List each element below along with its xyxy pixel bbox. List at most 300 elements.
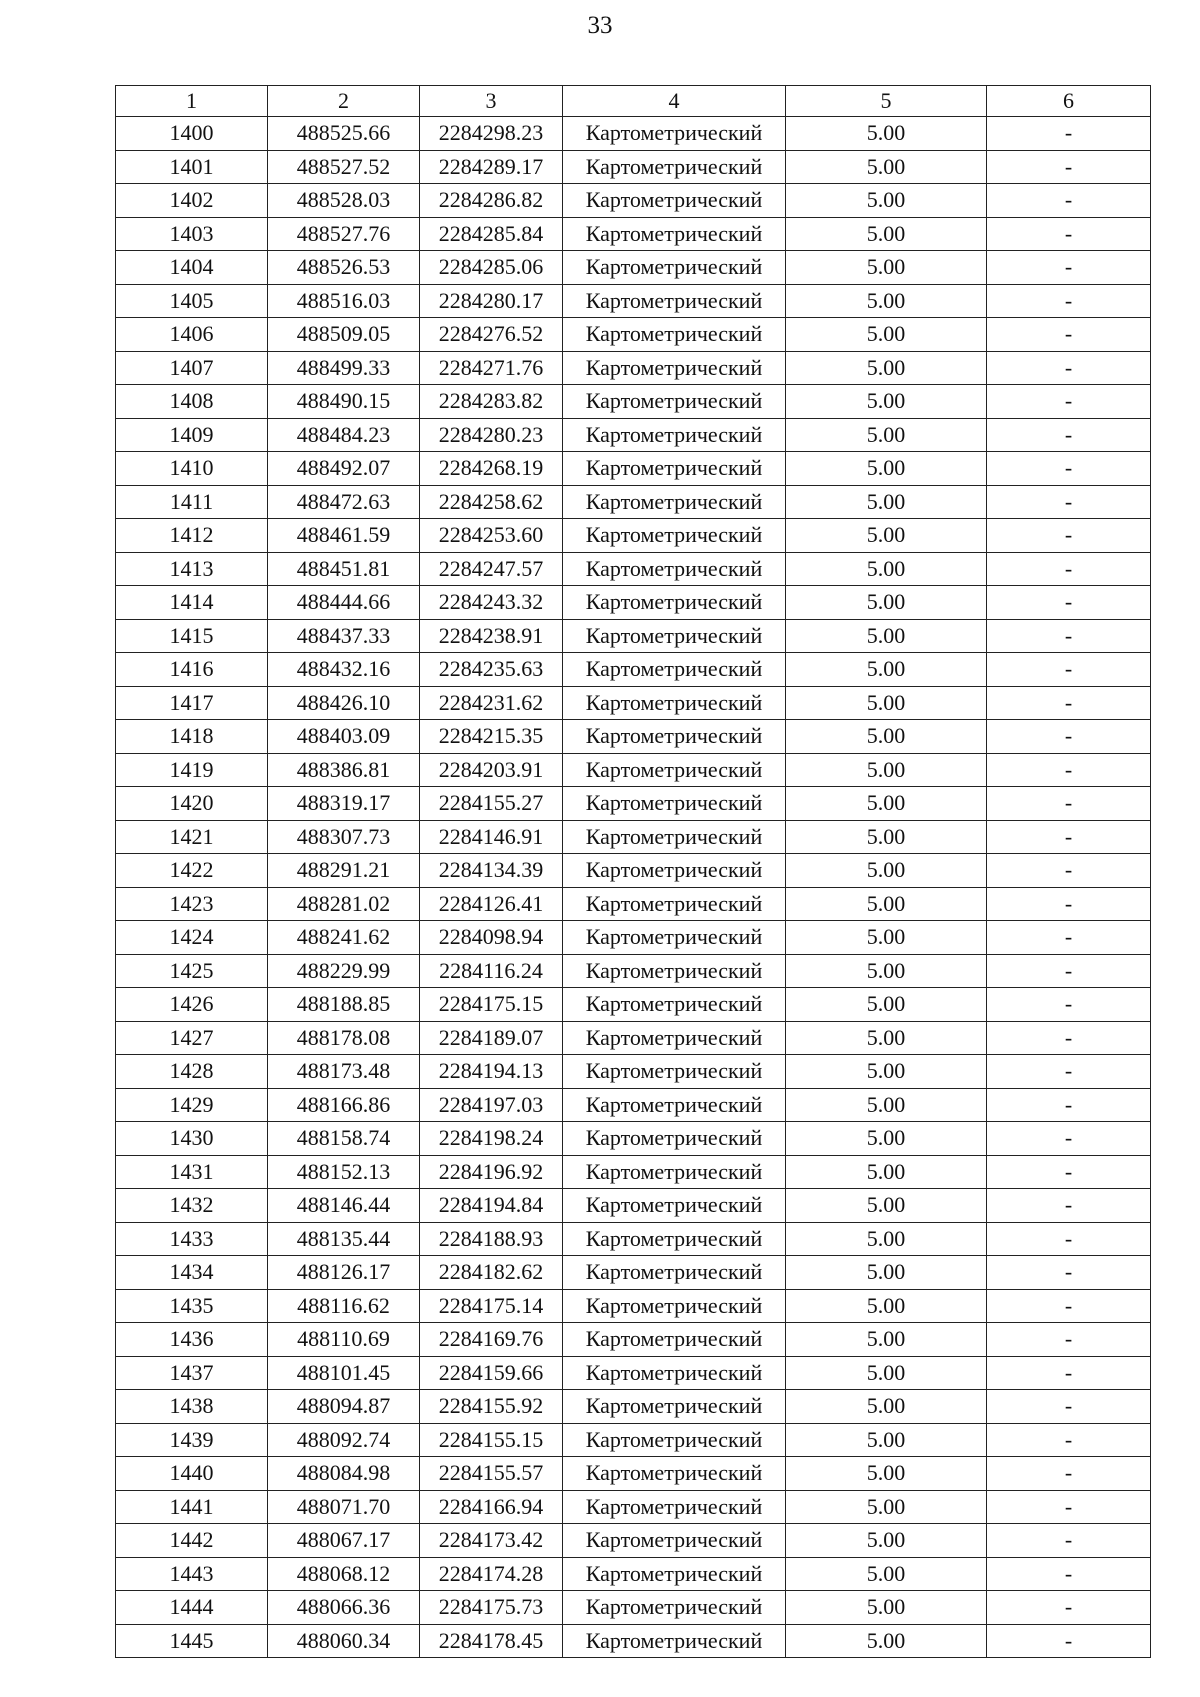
table-cell: 5.00 [786, 653, 987, 687]
table-cell: 1443 [116, 1557, 268, 1591]
table-cell: 1422 [116, 854, 268, 888]
table-cell: 5.00 [786, 150, 987, 184]
table-cell: 2284116.24 [420, 954, 563, 988]
table-cell: Картометрический [563, 988, 786, 1022]
table-cell: Картометрический [563, 619, 786, 653]
table-cell: 5.00 [786, 1356, 987, 1390]
table-cell: 2284175.14 [420, 1289, 563, 1323]
table-cell: 488173.48 [268, 1055, 420, 1089]
table-cell: 5.00 [786, 1222, 987, 1256]
table-cell: 488152.13 [268, 1155, 420, 1189]
table-cell: Картометрический [563, 284, 786, 318]
table-cell: - [987, 1323, 1151, 1357]
table-cell: 2284098.94 [420, 921, 563, 955]
table-cell: 2284182.62 [420, 1256, 563, 1290]
table-cell: 5.00 [786, 820, 987, 854]
table-cell: 1417 [116, 686, 268, 720]
table-cell: 1406 [116, 318, 268, 352]
table-cell: 5.00 [786, 586, 987, 620]
table-cell: 1445 [116, 1624, 268, 1658]
table-cell: 5.00 [786, 1256, 987, 1290]
table-cell: 488432.16 [268, 653, 420, 687]
header-row [116, 86, 1151, 117]
table-cell: Картометрический [563, 921, 786, 955]
table-cell: 1423 [116, 887, 268, 921]
table-cell: 488484.23 [268, 418, 420, 452]
table-cell: Картометрический [563, 217, 786, 251]
table-row [116, 251, 1151, 285]
table-body [116, 117, 1151, 1658]
table-row [116, 1122, 1151, 1156]
table-cell: Картометрический [563, 1155, 786, 1189]
table-cell: - [987, 1457, 1151, 1491]
table-cell: 5.00 [786, 787, 987, 821]
table-cell: 2284285.06 [420, 251, 563, 285]
table-cell: 488166.86 [268, 1088, 420, 1122]
table-cell: 488229.99 [268, 954, 420, 988]
table-cell: Картометрический [563, 1021, 786, 1055]
table-cell: Картометрический [563, 1189, 786, 1223]
table-cell: - [987, 753, 1151, 787]
table-cell: 5.00 [786, 1189, 987, 1223]
table-cell: 488281.02 [268, 887, 420, 921]
table-cell: 2284285.84 [420, 217, 563, 251]
table-cell: - [987, 820, 1151, 854]
table-cell: 1426 [116, 988, 268, 1022]
table-row [116, 1289, 1151, 1323]
table-cell: 488319.17 [268, 787, 420, 821]
table-cell: - [987, 1155, 1151, 1189]
table-cell: 5.00 [786, 1390, 987, 1424]
table-cell: Картометрический [563, 1524, 786, 1558]
table-cell: 5.00 [786, 1624, 987, 1658]
table-cell: - [987, 1256, 1151, 1290]
table-cell: 5.00 [786, 921, 987, 955]
table-cell: - [987, 854, 1151, 888]
table-cell: 1414 [116, 586, 268, 620]
table-cell: - [987, 385, 1151, 419]
table-cell: 2284231.62 [420, 686, 563, 720]
table-cell: 1427 [116, 1021, 268, 1055]
table-cell: 488472.63 [268, 485, 420, 519]
table-cell: Картометрический [563, 1557, 786, 1591]
table-cell: - [987, 117, 1151, 151]
table-cell: 488291.21 [268, 854, 420, 888]
table-cell: 2284253.60 [420, 519, 563, 553]
table-cell: - [987, 351, 1151, 385]
table-cell: - [987, 1055, 1151, 1089]
page-number: 33 [587, 12, 613, 39]
table-cell: 2284197.03 [420, 1088, 563, 1122]
table-cell: 488451.81 [268, 552, 420, 586]
table-cell: 488146.44 [268, 1189, 420, 1223]
table-cell: - [987, 1591, 1151, 1625]
table-cell: - [987, 485, 1151, 519]
table-row [116, 686, 1151, 720]
table-cell: - [987, 1423, 1151, 1457]
table-cell: 1434 [116, 1256, 268, 1290]
table-row [116, 820, 1151, 854]
table-cell: 2284169.76 [420, 1323, 563, 1357]
table-cell: 2284258.62 [420, 485, 563, 519]
table-cell: 2284280.17 [420, 284, 563, 318]
table-cell: 488426.10 [268, 686, 420, 720]
table-row [116, 1189, 1151, 1223]
table-cell: - [987, 1088, 1151, 1122]
table-cell: 2284283.82 [420, 385, 563, 419]
table-row [116, 586, 1151, 620]
table-row [116, 150, 1151, 184]
table-row [116, 720, 1151, 754]
table-cell: Картометрический [563, 318, 786, 352]
table-cell: 488066.36 [268, 1591, 420, 1625]
table-cell: - [987, 1189, 1151, 1223]
table-cell: Картометрический [563, 753, 786, 787]
table-row [116, 1591, 1151, 1625]
table-row [116, 988, 1151, 1022]
table-cell: 5.00 [786, 988, 987, 1022]
table-cell: 488528.03 [268, 184, 420, 218]
table-row [116, 117, 1151, 151]
table-cell: Картометрический [563, 1390, 786, 1424]
table-cell: 5.00 [786, 1524, 987, 1558]
table-cell: Картометрический [563, 385, 786, 419]
table-row [116, 1323, 1151, 1357]
table-cell: 5.00 [786, 485, 987, 519]
table-row [116, 1490, 1151, 1524]
table-cell: Картометрический [563, 1088, 786, 1122]
table-cell: - [987, 988, 1151, 1022]
table-cell: 1436 [116, 1323, 268, 1357]
table-cell: 2284276.52 [420, 318, 563, 352]
column-header: 4 [563, 86, 786, 117]
table-cell: 5.00 [786, 1423, 987, 1457]
table-cell: 1418 [116, 720, 268, 754]
table-cell: - [987, 787, 1151, 821]
table-row [116, 1624, 1151, 1658]
table-row [116, 1423, 1151, 1457]
table-cell: 488135.44 [268, 1222, 420, 1256]
table-cell: 5.00 [786, 619, 987, 653]
table-cell: - [987, 217, 1151, 251]
table-cell: 2284155.27 [420, 787, 563, 821]
table-cell: 2284198.24 [420, 1122, 563, 1156]
table-cell: 488444.66 [268, 586, 420, 620]
table-cell: 1413 [116, 552, 268, 586]
table-cell: Картометрический [563, 1490, 786, 1524]
table-cell: Картометрический [563, 117, 786, 151]
table-cell: 488526.53 [268, 251, 420, 285]
table-cell: Картометрический [563, 653, 786, 687]
table-cell: 5.00 [786, 418, 987, 452]
table-cell: - [987, 1356, 1151, 1390]
table-cell: Картометрический [563, 854, 786, 888]
table-cell: 5.00 [786, 552, 987, 586]
table-cell: 2284155.57 [420, 1457, 563, 1491]
table-row [116, 519, 1151, 553]
table-cell: 5.00 [786, 217, 987, 251]
table-cell: 2284126.41 [420, 887, 563, 921]
table-cell: Картометрический [563, 720, 786, 754]
table-cell: 5.00 [786, 1088, 987, 1122]
table-cell: - [987, 653, 1151, 687]
table-cell: 5.00 [786, 753, 987, 787]
table-row [116, 1390, 1151, 1424]
table-cell: Картометрический [563, 452, 786, 486]
table-cell: 2284134.39 [420, 854, 563, 888]
table-cell: 1444 [116, 1591, 268, 1625]
table-cell: Картометрический [563, 1423, 786, 1457]
table-cell: Картометрический [563, 1055, 786, 1089]
table-cell: - [987, 887, 1151, 921]
table-cell: 1428 [116, 1055, 268, 1089]
table-row [116, 1222, 1151, 1256]
table-cell: 488068.12 [268, 1557, 420, 1591]
table-cell: 5.00 [786, 184, 987, 218]
table-cell: 2284166.94 [420, 1490, 563, 1524]
table-cell: 1403 [116, 217, 268, 251]
table-cell: 488067.17 [268, 1524, 420, 1558]
table-cell: 5.00 [786, 854, 987, 888]
table-cell: - [987, 619, 1151, 653]
table-cell: 1411 [116, 485, 268, 519]
column-header: 6 [987, 86, 1151, 117]
table-cell: Картометрический [563, 1289, 786, 1323]
table-cell: 488092.74 [268, 1423, 420, 1457]
table-cell: 2284159.66 [420, 1356, 563, 1390]
table-cell: 488492.07 [268, 452, 420, 486]
table-cell: 5.00 [786, 351, 987, 385]
table-row [116, 1557, 1151, 1591]
column-header: 1 [116, 86, 268, 117]
table-cell: 5.00 [786, 1021, 987, 1055]
table-cell: 2284174.28 [420, 1557, 563, 1591]
table-cell: - [987, 1021, 1151, 1055]
table-cell: Картометрический [563, 1323, 786, 1357]
table-cell: 5.00 [786, 887, 987, 921]
table-cell: Картометрический [563, 820, 786, 854]
table-cell: - [987, 184, 1151, 218]
table-header [116, 86, 1151, 117]
table-cell: 488084.98 [268, 1457, 420, 1491]
table-cell: 1410 [116, 452, 268, 486]
table-cell: 5.00 [786, 1557, 987, 1591]
table-cell: - [987, 921, 1151, 955]
table-row [116, 385, 1151, 419]
table-cell: 5.00 [786, 1591, 987, 1625]
table-cell: 5.00 [786, 1490, 987, 1524]
table-cell: - [987, 519, 1151, 553]
table-cell: 488527.76 [268, 217, 420, 251]
table-cell: - [987, 1524, 1151, 1558]
table-cell: 2284155.92 [420, 1390, 563, 1424]
table-row [116, 284, 1151, 318]
table-cell: Картометрический [563, 787, 786, 821]
table-cell: 5.00 [786, 954, 987, 988]
table-cell: 2284155.15 [420, 1423, 563, 1457]
table-cell: 2284194.84 [420, 1189, 563, 1223]
table-cell: - [987, 552, 1151, 586]
table-cell: - [987, 1490, 1151, 1524]
table-cell: 1402 [116, 184, 268, 218]
table-cell: Картометрический [563, 1591, 786, 1625]
table-row [116, 1457, 1151, 1491]
table-cell: 2284247.57 [420, 552, 563, 586]
table-cell: 2284203.91 [420, 753, 563, 787]
table-cell: 1439 [116, 1423, 268, 1457]
table-cell: - [987, 1624, 1151, 1658]
table-cell: 2284289.17 [420, 150, 563, 184]
table-cell: 5.00 [786, 1122, 987, 1156]
table-cell: 488094.87 [268, 1390, 420, 1424]
table-cell: Картометрический [563, 954, 786, 988]
table-cell: Картометрический [563, 686, 786, 720]
table-cell: 1420 [116, 787, 268, 821]
table-cell: 1416 [116, 653, 268, 687]
table-cell: 2284286.82 [420, 184, 563, 218]
table-cell: 2284178.45 [420, 1624, 563, 1658]
table-cell: 5.00 [786, 318, 987, 352]
table-cell: 488527.52 [268, 150, 420, 184]
table-cell: - [987, 418, 1151, 452]
table-cell: 5.00 [786, 1457, 987, 1491]
table-cell: 2284215.35 [420, 720, 563, 754]
table-cell: 2284271.76 [420, 351, 563, 385]
table-cell: 5.00 [786, 385, 987, 419]
column-header: 3 [420, 86, 563, 117]
table-cell: 5.00 [786, 251, 987, 285]
table-cell: - [987, 1122, 1151, 1156]
table-cell: - [987, 251, 1151, 285]
table-cell: Картометрический [563, 351, 786, 385]
table-cell: Картометрический [563, 586, 786, 620]
table-cell: 2284196.92 [420, 1155, 563, 1189]
table-row [116, 921, 1151, 955]
table-row [116, 1088, 1151, 1122]
table-cell: 1408 [116, 385, 268, 419]
table-cell: 1429 [116, 1088, 268, 1122]
table-row [116, 1256, 1151, 1290]
table-cell: 1401 [116, 150, 268, 184]
table-cell: Картометрический [563, 1457, 786, 1491]
table-cell: 1421 [116, 820, 268, 854]
table-cell: - [987, 720, 1151, 754]
column-header: 5 [786, 86, 987, 117]
table-cell: 1435 [116, 1289, 268, 1323]
table-cell: 1438 [116, 1390, 268, 1424]
table-cell: 5.00 [786, 1155, 987, 1189]
table-cell: 5.00 [786, 686, 987, 720]
table-cell: Картометрический [563, 1356, 786, 1390]
table-cell: - [987, 1390, 1151, 1424]
table-cell: 1442 [116, 1524, 268, 1558]
table-cell: 5.00 [786, 519, 987, 553]
table-row [116, 619, 1151, 653]
table-cell: Картометрический [563, 184, 786, 218]
table-row [116, 552, 1151, 586]
table-cell: 2284298.23 [420, 117, 563, 151]
table-cell: - [987, 686, 1151, 720]
table-row [116, 418, 1151, 452]
table-row [116, 485, 1151, 519]
table-cell: 5.00 [786, 117, 987, 151]
table-cell: 2284268.19 [420, 452, 563, 486]
table-cell: 1425 [116, 954, 268, 988]
table-cell: 488110.69 [268, 1323, 420, 1357]
table-cell: 1431 [116, 1155, 268, 1189]
table-cell: 5.00 [786, 452, 987, 486]
table-cell: 1404 [116, 251, 268, 285]
table-row [116, 351, 1151, 385]
table-cell: 488437.33 [268, 619, 420, 653]
table-cell: 1419 [116, 753, 268, 787]
table-cell: Картометрический [563, 1222, 786, 1256]
table-cell: 5.00 [786, 720, 987, 754]
table-cell: Картометрический [563, 552, 786, 586]
table-cell: 2284175.73 [420, 1591, 563, 1625]
table-cell: 488116.62 [268, 1289, 420, 1323]
table-cell: - [987, 1289, 1151, 1323]
table-cell: 2284175.15 [420, 988, 563, 1022]
table-row [116, 653, 1151, 687]
table-cell: 5.00 [786, 284, 987, 318]
table-cell: 1409 [116, 418, 268, 452]
table-cell: 1415 [116, 619, 268, 653]
table-cell: 488188.85 [268, 988, 420, 1022]
table-cell: 488178.08 [268, 1021, 420, 1055]
table-row [116, 318, 1151, 352]
table-cell: Картометрический [563, 1624, 786, 1658]
table-cell: 488516.03 [268, 284, 420, 318]
table-cell: Картометрический [563, 519, 786, 553]
table-cell: 488241.62 [268, 921, 420, 955]
table-cell: 2284189.07 [420, 1021, 563, 1055]
table-cell: 5.00 [786, 1323, 987, 1357]
table-row [116, 1356, 1151, 1390]
table-cell: - [987, 1222, 1151, 1256]
table-cell: 1432 [116, 1189, 268, 1223]
table-cell: 488490.15 [268, 385, 420, 419]
table-cell: 2284146.91 [420, 820, 563, 854]
table-cell: 488158.74 [268, 1122, 420, 1156]
table-cell: 1405 [116, 284, 268, 318]
table-cell: Картометрический [563, 485, 786, 519]
table-row [116, 887, 1151, 921]
table-cell: - [987, 284, 1151, 318]
table-cell: 1430 [116, 1122, 268, 1156]
table-cell: Картометрический [563, 251, 786, 285]
table-cell: 5.00 [786, 1055, 987, 1089]
table-cell: 2284188.93 [420, 1222, 563, 1256]
table-cell: 1407 [116, 351, 268, 385]
table-cell: Картометрический [563, 418, 786, 452]
table-cell: 488101.45 [268, 1356, 420, 1390]
table-cell: - [987, 318, 1151, 352]
table-cell: 1412 [116, 519, 268, 553]
table-cell: 488509.05 [268, 318, 420, 352]
table-row [116, 1524, 1151, 1558]
table-row [116, 184, 1151, 218]
table-row [116, 954, 1151, 988]
table-row [116, 452, 1151, 486]
table-cell: Картометрический [563, 1122, 786, 1156]
table-cell: 488499.33 [268, 351, 420, 385]
table-cell: Картометрический [563, 887, 786, 921]
table-cell: 2284194.13 [420, 1055, 563, 1089]
table-cell: 488386.81 [268, 753, 420, 787]
table-row [116, 753, 1151, 787]
table-row [116, 1055, 1151, 1089]
